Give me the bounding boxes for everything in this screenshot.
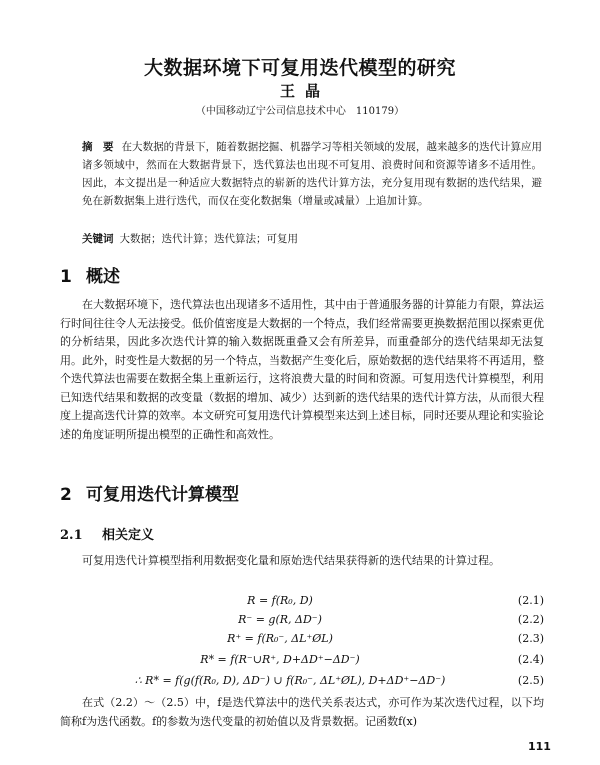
keywords-text: 大数据；迭代计算；迭代算法；可复用 — [119, 233, 298, 245]
section-2-intro: 可复用迭代计算模型指利用数据变化量和原始迭代结果获得新的迭代结果的计算过程。 — [82, 554, 500, 567]
section-1-heading — [60, 262, 120, 287]
section-1-number: 1 — [60, 267, 72, 287]
keywords — [82, 231, 298, 246]
subsection-2-1-number: 2.1 — [60, 528, 83, 543]
subsection-2-1-heading — [60, 524, 154, 543]
keywords-label: 关键词 — [82, 233, 114, 245]
equation-number: (2.4) — [517, 653, 544, 666]
equation-number: (2.5) — [517, 674, 544, 687]
equation-expression: R* = f(R⁻∪R⁺, D+ΔD⁺−ΔD⁻) — [200, 653, 360, 666]
abstract-text: 在大数据的背景下，随着数据挖掘、机器学习等相关领域的发展，越来越多的迭代计算应用诸多领域中，然而在大数据背景下，迭代算法也出现不可复用、浪费时间和资源等诸多不适用性。因此，本文提出是一种适应大数据特点的崭新的迭代计算方法，充分复用现有数据的迭代结果，避免在新数据集上进行迭代，而仅在变化数据集（增量或减量）上追加计算。 — [82, 141, 543, 207]
subsection-2-1-title: 相关定义 — [102, 528, 155, 543]
section-2-number: 2 — [60, 485, 72, 505]
page-number: 111 — [528, 740, 551, 753]
section-1-title: 概述 — [86, 267, 120, 287]
author-name: 王晶 — [279, 82, 330, 100]
abstract — [82, 138, 542, 210]
section-1-paragraph: 在大数据环境下，迭代算法也出现诸多不适用性，其中由于普通服务器的计算能力有限，算法运行时间往往令人无法接受。低价值密度是大数据的一个特点，我们经常需要更换数据范围以探索更优的分析结果，因此多次迭代计算的输入数据既重叠又会有所差异，而重叠部分的迭代结果却无法复用。此外，时变性是大数据的另一个特点，当数据产生变化后，原始数据的迭代结果将不再适用，整个迭代算法也需要在数据全集上重新运行，这将浪费大量的时间和资源。可复用迭代计算模型，利用已知迭代结果和数据的改变量（数据的增加、减少）达到新的迭代结果的迭代计算方法，从而很大程度上提高迭代计算的效率。本文研究可复用迭代计算模型来达到上述目标，同时还要从理论和实验论述的角度证明所提出模型的正确性和高效性。 — [60, 298, 544, 441]
paper-title: 大数据环境下可复用迭代模型的研究 — [143, 57, 456, 79]
equation-number: (2.1) — [517, 594, 544, 607]
equation-expression: R⁻ = g(R, ΔD⁻) — [238, 613, 322, 626]
section-2-heading — [60, 480, 239, 505]
section-2-title: 可复用迭代计算模型 — [86, 485, 239, 505]
equation-number: (2.3) — [517, 632, 544, 645]
abstract-label: 摘 要 — [82, 141, 114, 153]
section-2-closing-paragraph: 在式（2.2）～（2.5）中，f是迭代算法中的迭代关系表达式，亦可作为某次迭代过程，以下均简称f为迭代函数。f的参数为迭代变量的初始值以及背景数据。记函数f(x) — [60, 696, 544, 728]
author-affiliation: （中国移动辽宁公司信息技术中心 110179） — [195, 106, 405, 117]
equation-expression: ∴ R* = f(g(f(R₀, D), ΔD⁻) ∪ f(R₀⁻, ΔL⁺ØL), D+ΔD⁺−ΔD⁻) — [134, 674, 446, 687]
equation-expression: R⁺ = f(R₀⁻, ΔL⁺ØL) — [227, 632, 333, 645]
equation-expression: R = f(R₀, D) — [247, 594, 313, 607]
equation-number: (2.2) — [517, 613, 544, 626]
